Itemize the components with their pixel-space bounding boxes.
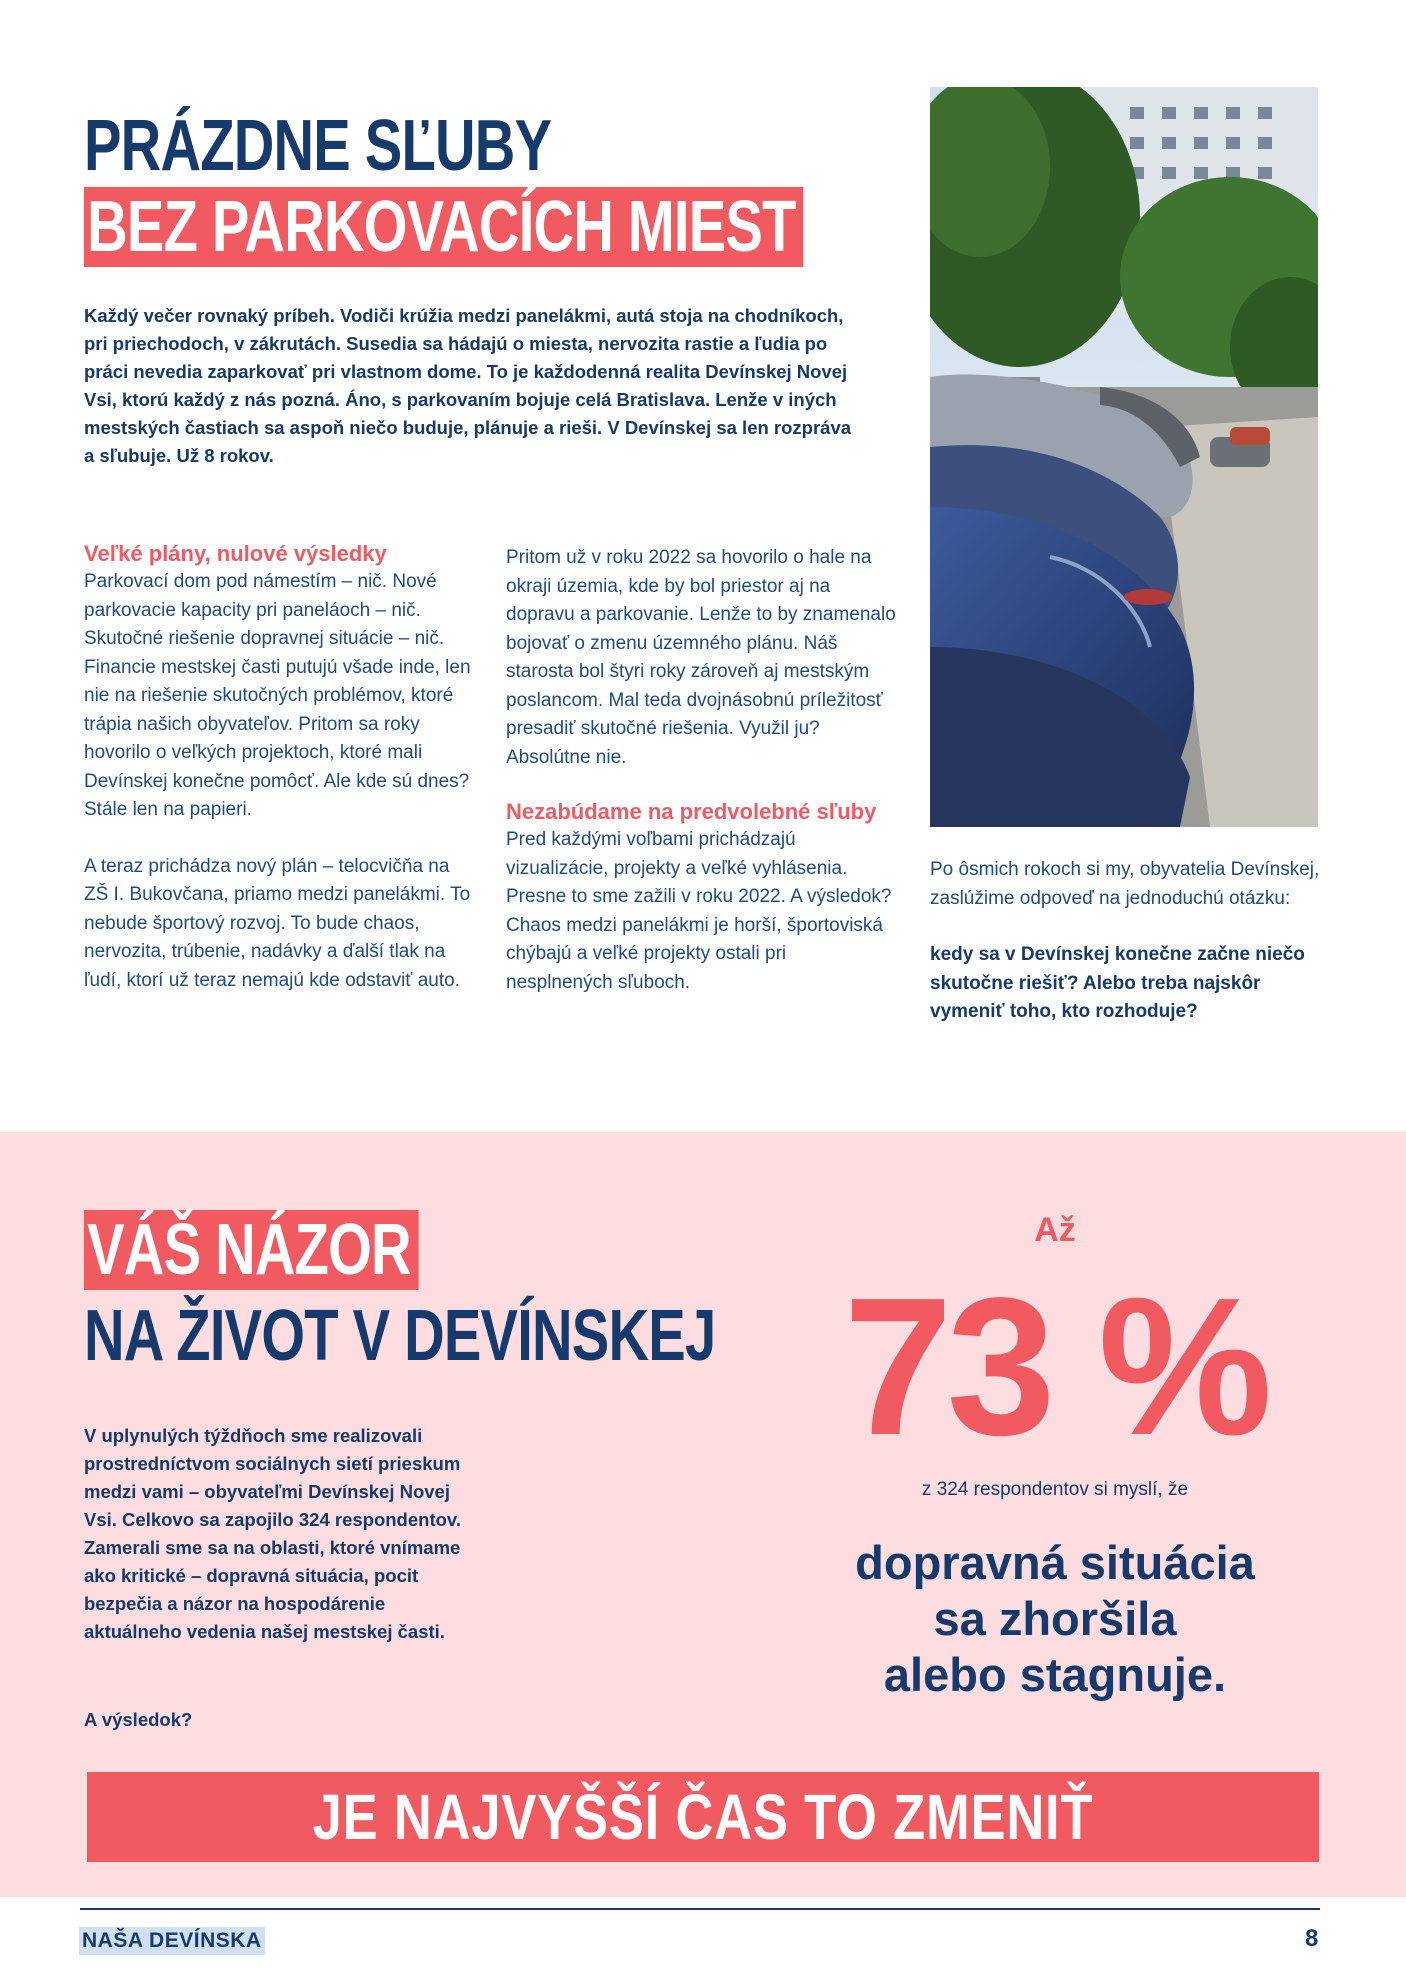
column1-subheading: Veľké plány, nulové výsledky (84, 541, 387, 566)
article-column-1 (84, 540, 474, 995)
survey-body: V uplynulých týždňoch sme realizovali prostredníctvom sociálnych sietí prieskum medzi vami – obyvateľmi Devínskej Novej Vsi. Celkovo sa zapojilo 324 respondentov. Zamerali sme sa na oblasti, ktoré vnímame ako kritické – dopravná situácia, pocit bezpečia a názor na hospodárenie aktuálneho vedenia našej mestskej časti. (84, 1425, 461, 1642)
survey-result (830, 1205, 1280, 1703)
az-label: Až (1034, 1211, 1076, 1249)
page-number: 8 (1305, 1925, 1319, 1952)
column1-paragraph-1: Parkovací dom pod námestím – nič. Nové parkovacie kapacity pri paneláoch – nič. Skutočné riešenie dopravnej situácie – nič. Financie mestskej časti putujú všade inde, len nie na riešenie skutočných problémov, ktoré trápia našich obyvateľov. Pritom sa roky hovorilo o veľkých projektoch, ktoré mali Devínskej konečne pomôcť. Ale kde sú dnes? Stále len na papieri. (84, 571, 471, 820)
article-title-line2: BEZ PARKOVACÍCH MIEST (84, 187, 803, 267)
column2-paragraph-1: Pritom už v roku 2022 sa hovorilo o hale na okraji územia, kde by bol priestor aj na dopravu a parkovanie. Lenže to by znamenalo bojovať o zmenu územného plánu. Náš starosta bol štyri roky zároveň aj mestským poslancom. Mal teda dvojnásobnú príležitosť presadiť skutočné riešenia. Využil ju? Absolútne nie. (506, 547, 896, 768)
result-statement: dopravná situácia sa zhoršila alebo stagnuje. (855, 1536, 1255, 1701)
article-lead: Každý večer rovnaký príbeh. Vodiči krúžia medzi panelákmi, autá stoja na chodníkoch, pri priechodoch, v zákrutách. Susedia sa hádajú o miesta, nervozita rastie a ľudia po práci nevedia zaparkovať pri vlastnom dome. To je každodenná realita Devínskej Novej Vsi, ktorú každý z nás pozná. Áno, s parkovaním bojuje celá Bratislava. Lenže v iných mestských častiach sa aspoň niečo buduje, plánuje a rieši. V Devínskej sa len rozpráva a sľubuje. Už 8 rokov. (84, 305, 852, 466)
percentage-value: 73 % (843, 1257, 1267, 1476)
column3-question: kedy sa v Devínskej konečne začne niečo skutočne riešiť? Alebo treba najskôr vymeniť toho, kto rozhoduje? (930, 944, 1305, 1022)
column1-paragraph-2: A teraz prichádza nový plán – telocvičňa na ZŠ I. Bukovčana, priamo medzi panelákmi. To nebude športový rozvoj. To bude chaos, nervozita, trúbenie, nadávky a ďalší tlak na ľudí, ktorí už teraz nemajú kde odstaviť auto. (84, 855, 471, 991)
column2-subheading: Nezabúdame na predvolebné sľuby (506, 799, 877, 824)
survey-title-line1: VÁŠ NÁZOR (84, 1210, 419, 1290)
column3-paragraph-1: Po ôsmich rokoch si my, obyvatelia Devínskej, zaslúžime odpoveď na jednoduchú otázku: (930, 859, 1320, 909)
footer-divider (80, 1908, 1320, 1910)
article-title-line1: PRÁZDNE SĽUBY (84, 106, 552, 186)
article-column-2 (506, 544, 898, 997)
column2-paragraph-2: Pred každými voľbami prichádzajú vizualizácie, projekty a veľké vyhlásenia. Presne to sme zažili v roku 2022. A výsledok? Chaos medzi panelákmi je horší, športoviská chýbajú a veľké projekty ostali pri nesplnených sľuboch. (506, 829, 892, 993)
article-column-3 (930, 856, 1326, 1027)
call-to-action-banner (87, 1772, 1319, 1862)
parked-cars-photo (930, 87, 1318, 827)
cta-text: JE NAJVYŠŠÍ ČAS TO ZMENIŤ (312, 1781, 1094, 1853)
survey-title-line2: NA ŽIVOT V DEVÍNSKEJ (84, 1296, 716, 1376)
respondents-note: z 324 respondentov si myslí, že (921, 1479, 1189, 1500)
footer-brand: NAŠA DEVÍNSKA (79, 1927, 265, 1955)
survey-question: A výsledok? (84, 1709, 193, 1730)
